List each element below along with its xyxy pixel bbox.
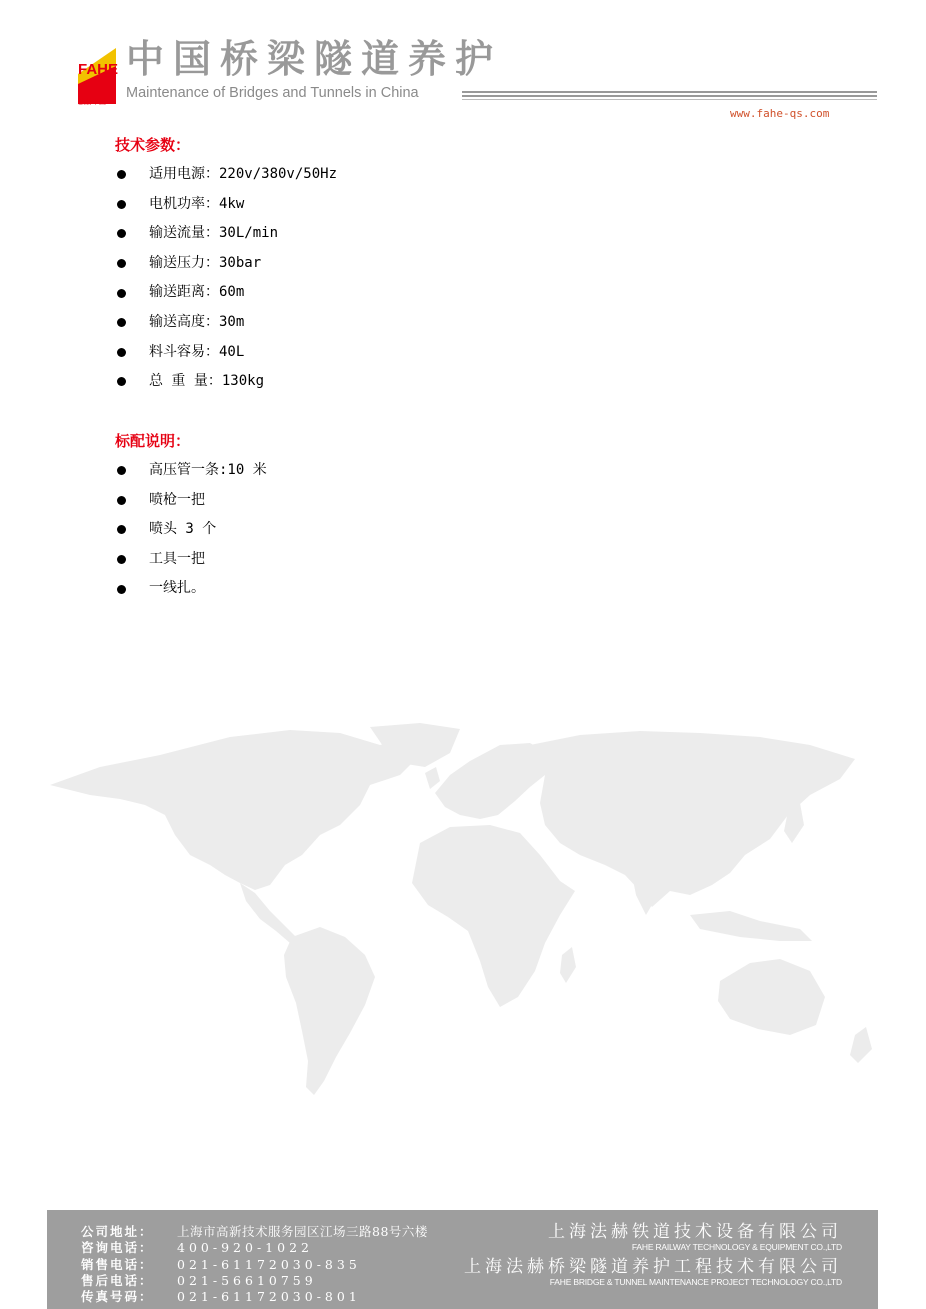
bullet-icon <box>117 259 126 268</box>
list-item: 料斗容易：40L <box>115 338 337 368</box>
company1-cn: 上海法赫铁道技术设备有限公司 <box>548 1222 842 1242</box>
bullet-icon <box>117 229 126 238</box>
logo-caption: 法赫中国 <box>78 98 106 106</box>
contact-row: 销售电话： 021-61172030-835 <box>81 1256 361 1272</box>
tech-params-title: 技术参数： <box>115 136 191 154</box>
list-item: 喷枪一把 <box>115 486 267 516</box>
logo-letters: FAHE <box>78 61 119 78</box>
header-title-cn: 中国桥梁隧道养护 <box>126 37 503 81</box>
list-item: 输送距离：60m <box>115 278 337 308</box>
page-header <box>0 0 926 130</box>
page-footer <box>47 1210 878 1309</box>
list-item: 输送高度：30m <box>115 308 337 338</box>
header-rule <box>462 90 877 102</box>
list-item: 一线扎。 <box>115 574 267 604</box>
contact-list <box>81 1224 428 1305</box>
bullet-icon <box>117 525 126 534</box>
company1-en: FAHE RAILWAY TECHNOLOGY & EQUIPMENT CO.,LTD <box>631 1242 842 1252</box>
list-item: 喷头 3 个 <box>115 515 267 545</box>
list-item: 适用电源：220v/380v/50Hz <box>115 160 337 190</box>
bullet-icon <box>117 318 126 327</box>
contact-row: 传真号码： 021-61172030-801 <box>81 1289 361 1305</box>
website-link[interactable]: www.fahe-qs.com <box>730 107 830 120</box>
fahe-logo <box>76 44 120 106</box>
list-item: 总 重 量：130kg <box>115 367 337 397</box>
bullet-icon <box>117 289 126 298</box>
contact-row: 售后电话： 021-56610759 <box>81 1272 317 1288</box>
bullet-icon <box>117 585 126 594</box>
tech-params-section <box>115 134 337 397</box>
list-item: 高压管一条:10 米 <box>115 456 267 486</box>
contact-row: 咨询电话： 400-920-1022 <box>81 1240 313 1256</box>
company-names <box>464 1222 842 1288</box>
bullet-icon <box>117 200 126 209</box>
standard-config-title: 标配说明： <box>115 432 191 450</box>
standard-config-section <box>115 430 267 604</box>
header-title-en: Maintenance of Bridges and Tunnels in China <box>126 85 419 101</box>
world-map-watermark <box>40 715 885 1125</box>
list-item: 输送压力：30bar <box>115 249 337 279</box>
bullet-icon <box>117 170 126 179</box>
bullet-icon <box>117 348 126 357</box>
bullet-icon <box>117 496 126 505</box>
contact-row: 公司地址： 上海市高新技术服务园区江场三路88号六楼 <box>81 1224 428 1239</box>
company2-cn: 上海法赫桥梁隧道养护工程技术有限公司 <box>464 1257 842 1277</box>
list-item: 电机功率：4kw <box>115 190 337 220</box>
bullet-icon <box>117 466 126 475</box>
list-item: 工具一把 <box>115 545 267 575</box>
company2-en: FAHE BRIDGE & TUNNEL MAINTENANCE PROJECT TECHNOLOGY CO.,LTD <box>549 1277 842 1287</box>
bullet-icon <box>117 377 126 386</box>
list-item: 输送流量：30L/min <box>115 219 337 249</box>
bullet-icon <box>117 555 126 564</box>
